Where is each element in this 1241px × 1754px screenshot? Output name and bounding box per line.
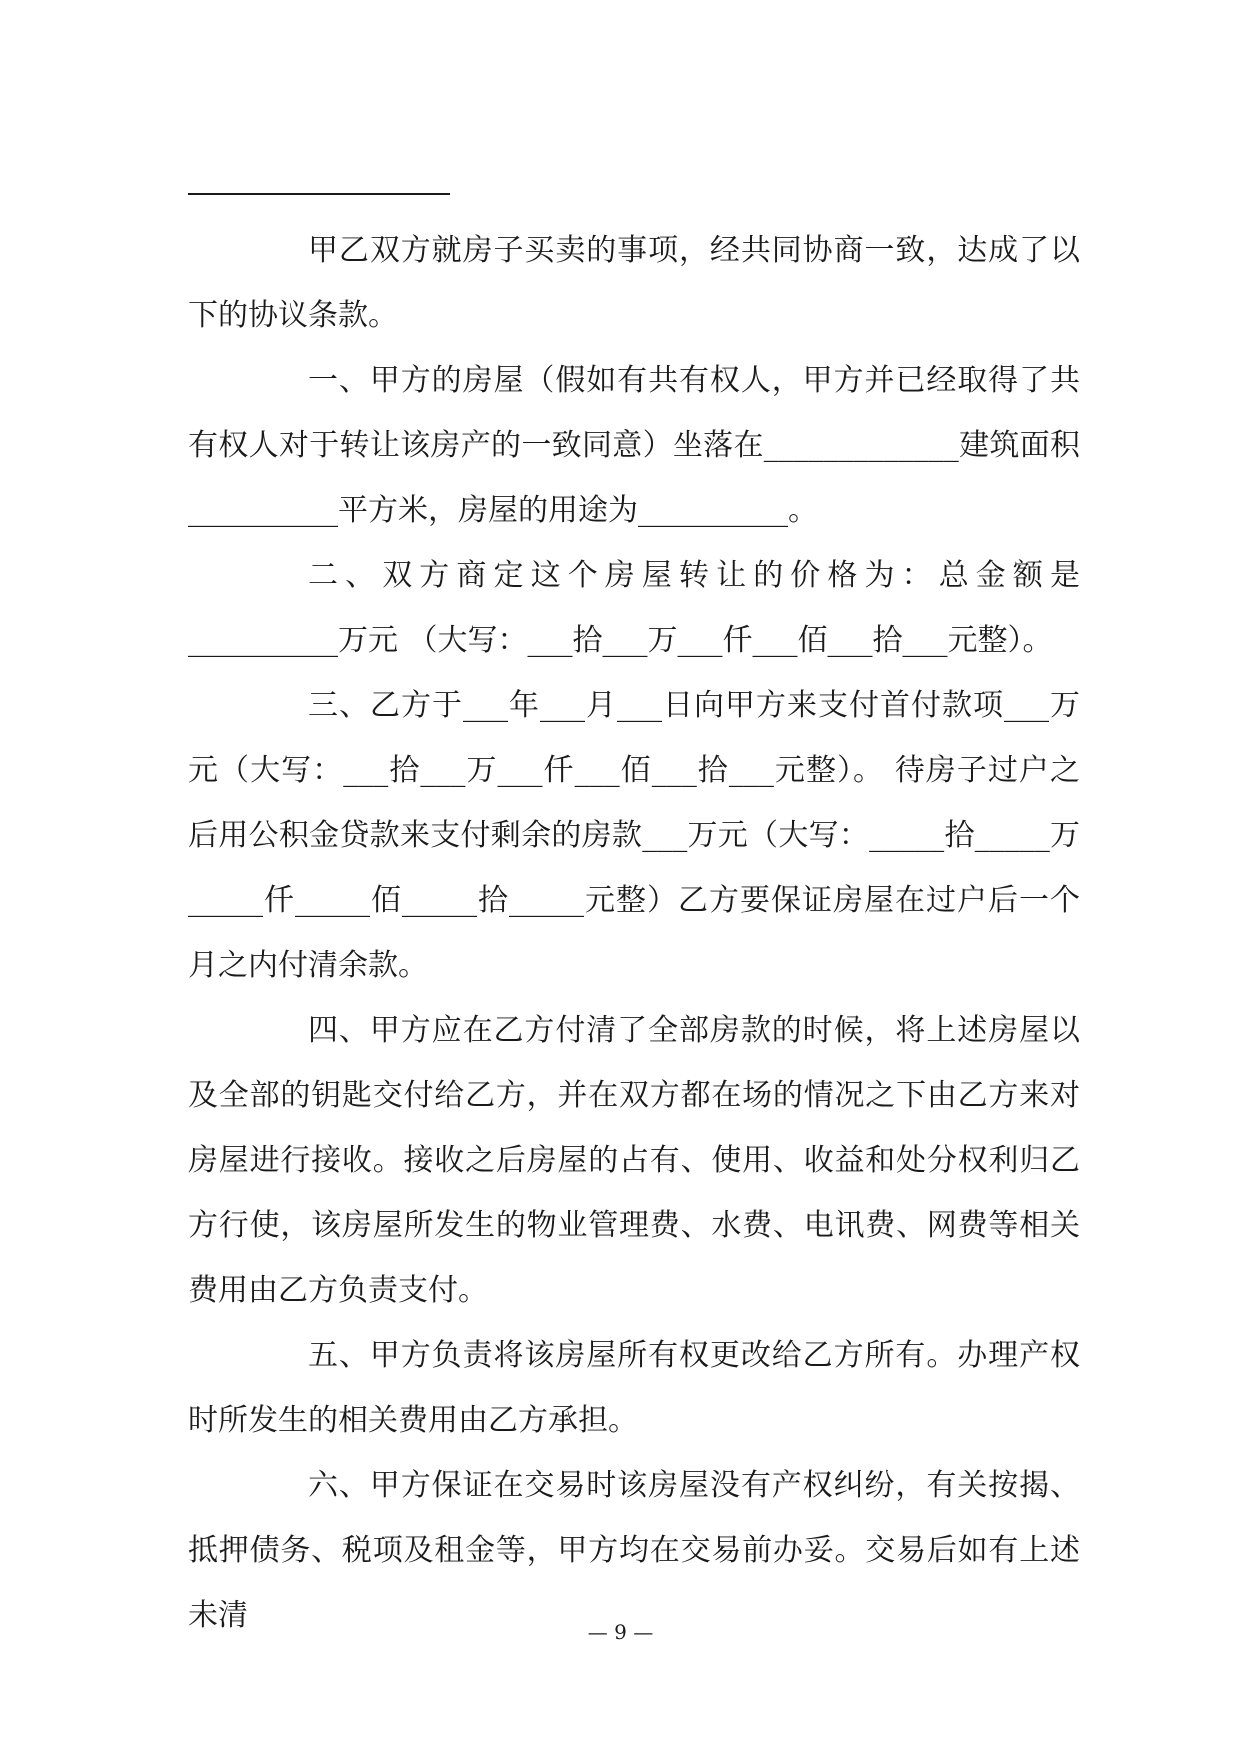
clause-2-paragraph: 二、双方商定这个房屋转让的价格为：总金额是__________万元 （大写：___拾___万___仟___佰___拾___元整）。	[188, 558, 1080, 658]
page-number: — 9 —	[587, 1620, 654, 1644]
clause-4-paragraph: 四、甲方应在乙方付清了全部房款的时候，将上述房屋以及全部的钥匙交付给乙方，并在双方都在场的情况之下由乙方来对房屋进行接收。接收之后房屋的占有、使用、收益和处分权利归乙方行使，该房屋所发生的物业管理费、水费、电讯费、网费等相关费用由乙方负责支付。	[188, 1013, 1080, 1308]
clause-5-paragraph: 五、甲方负责将该房屋所有权更改给乙方所有。办理产权时所发生的相关费用由乙方承担。	[188, 1338, 1080, 1438]
clause-1-paragraph: 一、甲方的房屋（假如有共有权人，甲方并已经取得了共有权人对于转让该房产的一致同意）坐落在_____________建筑面积__________平方米，房屋的用途为__________。	[188, 363, 1080, 528]
contract-body	[188, 218, 1080, 1648]
signature-blank-line	[188, 193, 450, 195]
clause-3-paragraph: 三、乙方于___年___月___日向甲方来支付首付款项___万元（大写：___拾___万___仟___佰___拾___元整）。 待房子过户之后用公积金贷款来支付剩余的房款___万元（大写：_____拾_____万_____仟_____佰_____拾_____元整）乙方要保证房屋在过户后一个月之内付清余款。	[188, 688, 1080, 983]
intro-paragraph: 甲乙双方就房子买卖的事项，经共同协商一致，达成了以下的协议条款。	[188, 233, 1080, 333]
clause-6-paragraph: 六、甲方保证在交易时该房屋没有产权纠纷，有关按揭、抵押债务、税项及租金等，甲方均在交易前办妥。交易后如有上述未清	[188, 1468, 1080, 1633]
